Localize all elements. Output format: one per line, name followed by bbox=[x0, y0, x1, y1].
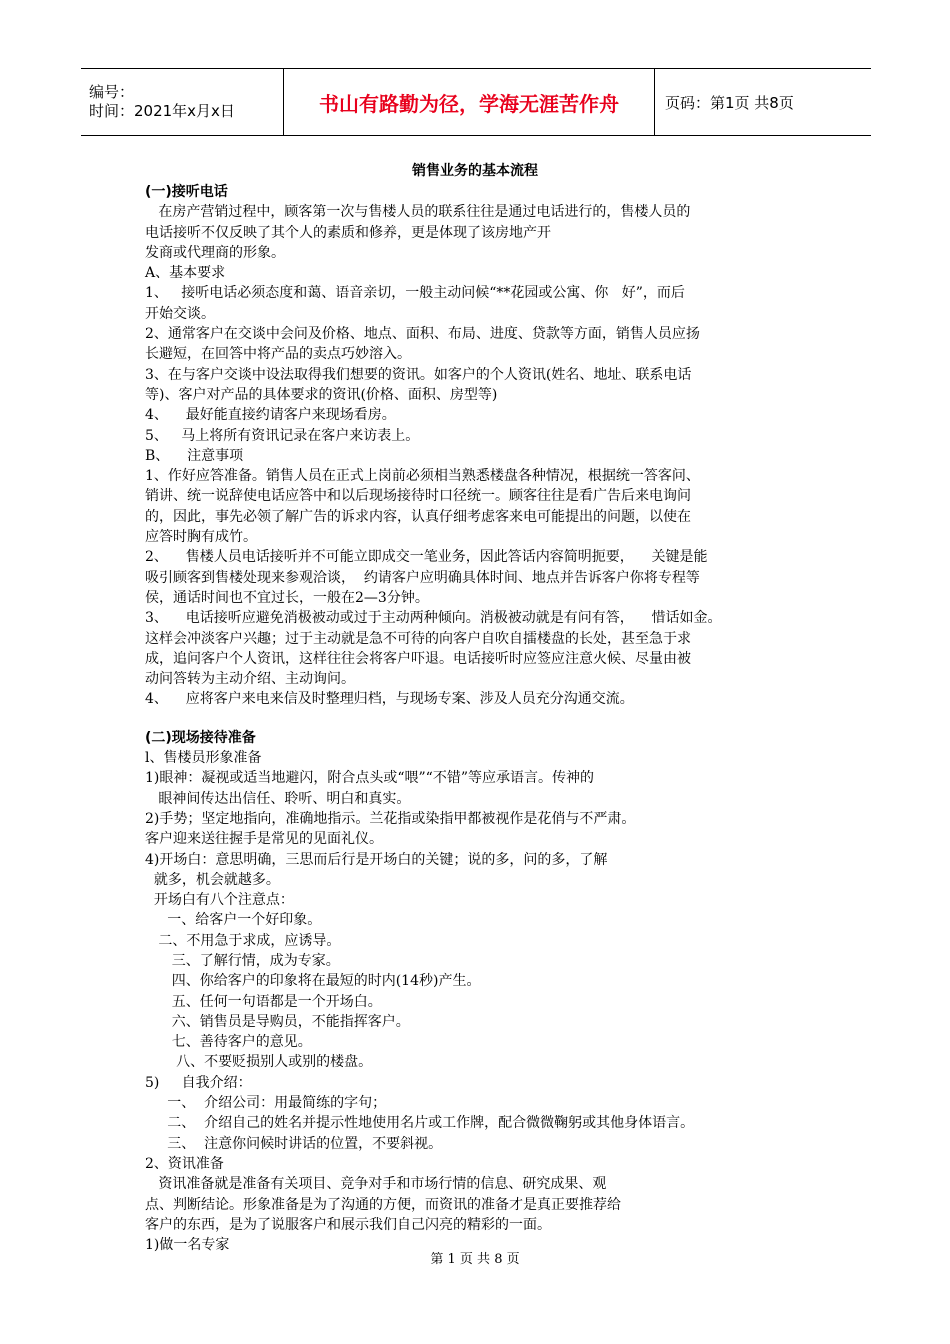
text-line: 1、 接听电话必须态度和蔼、语音亲切，一般主动问候“**花园或公寓、你 好”，而后 bbox=[145, 285, 685, 302]
document-body bbox=[145, 182, 825, 1255]
text-line: 2、 售楼人员电话接听并不可能立即成交一笔业务，因此答话内容简明扼要， 关键是能 bbox=[145, 549, 708, 566]
text-line: 1)做一名专家 bbox=[145, 1237, 230, 1254]
header-meta bbox=[81, 69, 284, 135]
page-header bbox=[81, 68, 871, 136]
text-line: 电话接听不仅反映了其个人的素质和修养，更是体现了该房地产开 bbox=[145, 224, 551, 241]
text-line: 等)、客户对产品的具体要求的资讯(价格、面积、房型等) bbox=[145, 386, 498, 403]
text-line: 七、善待客户的意见。 bbox=[145, 1034, 312, 1051]
text-line: 的，因此，事先必领了解广告的诉求内容，认真仔细考虑客来电可能提出的问题，以使在 bbox=[145, 508, 691, 525]
text-line: A、基本要求 bbox=[145, 265, 226, 282]
text-line: 动问答转为主动介绍、主动询问。 bbox=[145, 671, 355, 688]
text-line: 就多，机会就越多。 bbox=[145, 871, 280, 888]
text-line: 这样会冲淡客户兴趣；过于主动就是急不可待的向客户自吹自擂楼盘的长处，甚至急于求 bbox=[145, 630, 691, 647]
text-line: 三、 注意你问候时讲话的位置，不要斜视。 bbox=[145, 1135, 443, 1152]
text-line: 成，追问客户个人资讯，这样往往会将客户吓退。电话接听时应签应注意火候、尽量由被 bbox=[145, 650, 691, 667]
text-line: 八、不要贬损别人或别的楼盘。 bbox=[145, 1054, 373, 1071]
text-line: 5、 马上将所有资讯记录在客户来访表上。 bbox=[145, 427, 420, 444]
text-line: 四、你给客户的印象将在最短的时内(14秒)产生。 bbox=[145, 973, 481, 990]
text-line: 一、 介绍公司：用最简练的字句； bbox=[145, 1095, 387, 1112]
text-line: 2、资讯准备 bbox=[145, 1155, 224, 1172]
text-line: (一)接听电话 bbox=[145, 184, 228, 200]
text-line: 在房产营销过程中，顾客第一次与售楼人员的联系往往是通过电话进行的，售楼人员的 bbox=[145, 204, 691, 221]
text-line: 六、销售员是导购员，不能指挥客户。 bbox=[145, 1013, 410, 1030]
header-page-number: 页码：第1页 共8页 bbox=[665, 93, 794, 112]
text-line: 侯，通话时间也不宜过长，一般在2—3分钟。 bbox=[145, 589, 429, 606]
text-line: 3、 电话接听应避免消极被动或过于主动两种倾向。消极被动就是有问有答， 惜话如金。 bbox=[145, 610, 722, 627]
text-line: 吸引顾客到售楼处现来参观洽谈， 约请客户应明确具体时间、地点并告诉客户你将专程等 bbox=[145, 569, 700, 586]
text-line: 五、任何一句语都是一个开场白。 bbox=[145, 993, 382, 1010]
page-footer: 第 1 页 共 8 页 bbox=[430, 1252, 520, 1267]
document-number: 编号： bbox=[89, 83, 135, 101]
text-line: 开场白有八个注意点： bbox=[145, 892, 294, 909]
text-line: 三、了解行情，成为专家。 bbox=[145, 952, 340, 969]
text-line: 4)开场白：意思明确，三思而后行是开场白的关键；说的多，问的多，了解 bbox=[145, 851, 608, 868]
text-line: 眼神间传达出信任、聆听、明白和真实。 bbox=[145, 790, 411, 807]
text-line: 1、作好应答准备。销售人员在正式上岗前必须相当熟悉楼盘各种情况，根据统一答客问、 bbox=[145, 468, 700, 485]
document-title: 销售业务的基本流程 bbox=[412, 163, 538, 179]
text-line: 应答时胸有成竹。 bbox=[145, 529, 257, 546]
text-line: 2)手势；坚定地指向，准确地指示。兰花指或染指甲都被视作是花俏与不严肃。 bbox=[145, 810, 636, 827]
text-line: 资讯准备就是准备有关项目、竞争对手和市场行情的信息、研究成果、观 bbox=[145, 1176, 607, 1193]
text-line: 4、 应将客户来电来信及时整理归档，与现场专案、涉及人员充分沟通交流。 bbox=[145, 691, 634, 708]
text-line: (二)现场接待准备 bbox=[145, 729, 256, 746]
text-line: B、 注意事项 bbox=[145, 447, 244, 464]
text-line: 二、不用急于求成，应诱导。 bbox=[145, 932, 341, 949]
text-line: 5) 自我介绍： bbox=[145, 1074, 252, 1091]
text-line: 2、通常客户在交谈中会问及价格、地点、面积、布局、进度、贷款等方面，销售人员应扬 bbox=[145, 326, 700, 343]
text-line: 点、判断结论。形象准备是为了沟通的方便，而资讯的准备才是真正要推荐给 bbox=[145, 1196, 621, 1213]
document-date: 时间：2021年x月x日 bbox=[89, 102, 235, 120]
text-line: 3、在与客户交谈中设法取得我们想要的资讯。如客户的个人资讯(姓名、地址、联系电话 bbox=[145, 366, 692, 383]
text-line: 二、 介绍自己的姓名并提示性地使用名片或工作牌，配合微微鞠躬或其他身体语言。 bbox=[145, 1115, 695, 1132]
text-line: 客户的东西，是为了说服客户和展示我们自己闪亮的精彩的一面。 bbox=[145, 1216, 551, 1233]
text-line: l、售楼员形象准备 bbox=[145, 750, 262, 767]
text-line: 一、给客户一个好印象。 bbox=[145, 912, 322, 929]
text-line: 1)眼神：凝视或适当地避闪，附合点头或“喂”“不错”等应承语言。传神的 bbox=[145, 770, 594, 787]
text-line: 长避短，在回答中将产品的卖点巧妙溶入。 bbox=[145, 346, 411, 363]
text-line: 客户迎来送往握手是常见的见面礼仪。 bbox=[145, 831, 383, 848]
text-line: 发商或代理商的形象。 bbox=[145, 244, 285, 261]
text-line: 销讲、统一说辞使电话应答中和以后现场接待时口径统一。顾客往往是看广告后来电询问 bbox=[145, 488, 691, 505]
text-line: 开始交谈。 bbox=[145, 305, 215, 322]
text-line: 4、 最好能直接约请客户来现场看房。 bbox=[145, 407, 396, 424]
text-line bbox=[145, 710, 825, 728]
header-motto: 书山有路勤为径，学海无涯苦作舟 bbox=[284, 69, 655, 135]
